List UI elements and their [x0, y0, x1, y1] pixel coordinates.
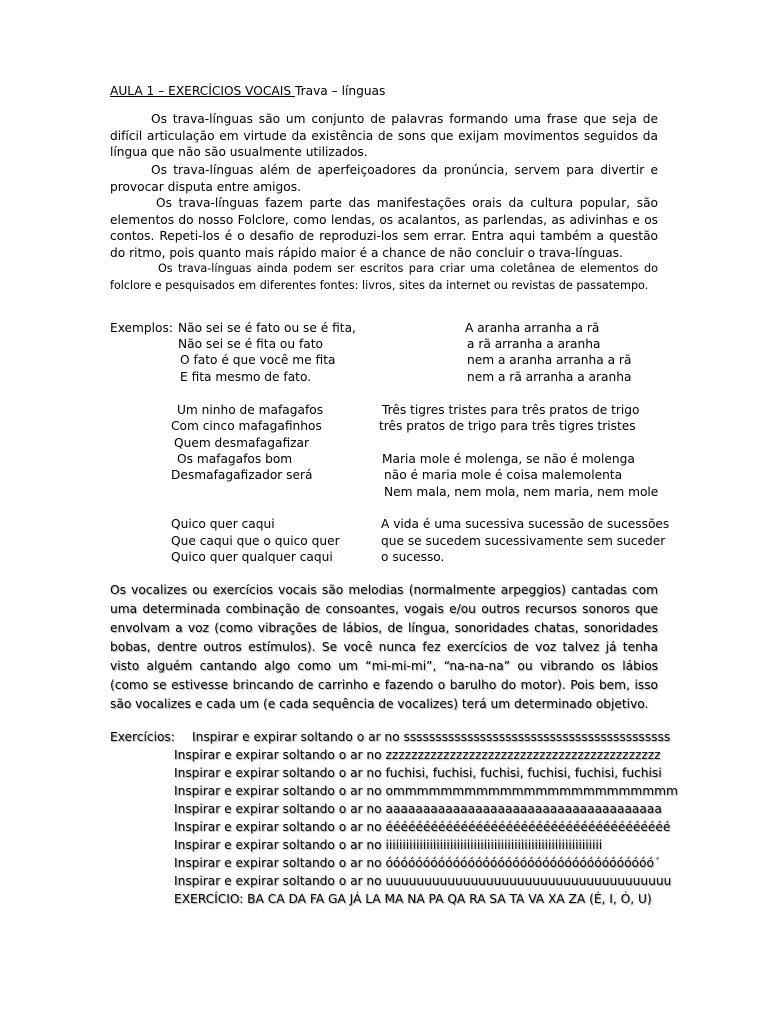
example-line: Que caqui que o quico quer: [171, 534, 340, 548]
exercise-line: Inspirar e expirar soltando o ar no óóóóóóóóóóóóóóóóóóóóóóóóóóóóóóóóóóóó´: [174, 856, 661, 870]
intro-paragraph-3: Os trava-línguas fazem parte das manifestações orais da cultura popular, são elementos do nosso Folclore, como lendas, os acalantos, as parlendas, as adivinhas e os contos. Repeti-los é o desafio de reproduzi-los sem errar. Entra aqui também a questão do ritmo, pois quanto mais rápido maior é a chance de não concluir o trava-línguas.: [110, 196, 658, 260]
example-line: Quico quer qualquer caqui: [171, 550, 333, 564]
example-line: Desmafagafizador será: [171, 468, 313, 482]
example-line: Quico quer caqui: [171, 517, 275, 531]
example-line: Três tigres tristes para três pratos de trigo: [382, 403, 640, 417]
example-line: três pratos de trigo para três tigres tristes: [379, 419, 636, 433]
exercise-line: Inspirar e expirar soltando o ar no uuuuuuuuuuuuuuuuuuuuuuuuuuuuuuuuuuuuu: [174, 874, 672, 888]
example-line: Não sei se é fita ou fato: [178, 337, 323, 351]
intro-paragraph-4: Os trava-línguas ainda podem ser escritos para criar uma coletânea de elementos do folclore e pesquisados em diferentes fontes: livros, sites da internet ou revistas de passatempo.: [110, 262, 658, 292]
intro-paragraph-1: Os trava-línguas são um conjunto de palavras formando uma frase que seja de difícil articulação em virtude da existência de sons que exijam movimentos seguidos da língua que não são usualmente utilizados.: [110, 112, 658, 159]
example-line: Nem mala, nem mola, nem maria, nem mole: [384, 485, 659, 499]
exercise-line: Inspirar e expirar soltando o ar no zzzzzzzzzzzzzzzzzzzzzzzzzzzzzzzzzzzzzzzzzzz: [174, 748, 661, 762]
example-line: Não sei se é fato ou se é fita,: [178, 321, 356, 335]
example-line: nem a rã arranha a aranha: [467, 370, 632, 384]
example-line: E fita mesmo de fato.: [180, 370, 312, 384]
example-line: nem a aranha arranha a rã: [467, 353, 632, 367]
vocalizes-paragraph: Os vocalizes ou exercícios vocais são melodias (normalmente arpeggios) cantadas com uma determinada combinação de consoantes, vogais e/ou outros recursos sonoros que envolvam a voz (como vibrações de lábios, de língua, sonoridades chatas, sonoridades bobas, dentre outros estímulos). Se você nunca fez exercícios de voz talvez já tenha visto alguém cantando algo como um “mi-mi-mi”, “na-na-na” ou vibrando os lábios (como se estivesse brincando de carrinho e fazendo o barulho do motor). Pois bem, isso são vocalizes e cada um (e cada sequência de vocalizes) terá um determinado objetivo.: [110, 583, 658, 711]
example-line: Quem desmafagafizar: [174, 436, 310, 450]
example-line: não é maria mole é coisa malemolenta: [384, 468, 623, 482]
example-line: O fato é que você me fita: [180, 353, 336, 367]
example-line: Com cinco mafagafinhos: [171, 419, 322, 433]
exercise-line: Inspirar e expirar soltando o ar no éééééééééééééééééééééééééééééééééééééé: [174, 820, 671, 834]
exercise-line: Inspirar e expirar soltando o ar no aaaaaaaaaaaaaaaaaaaaaaaaaaaaaaaaaaaaa: [174, 802, 662, 816]
title-underlined-part: AULA 1 – EXERCÍCIOS VOCAIS: [110, 84, 295, 98]
title-subject: Trava – línguas: [294, 84, 386, 98]
exercise-line: Inspirar e expirar soltando o ar no ssssssssssssssssssssssssssssssssssssssssss: [192, 730, 671, 744]
example-line: que se sucedem sucessivamente sem suceder: [381, 534, 666, 548]
example-line: o sucesso.: [381, 550, 445, 564]
exercises-label: Exercícios:: [110, 730, 175, 744]
example-line: Os mafagafos bom: [177, 452, 293, 466]
examples-label: Exemplos:: [110, 321, 173, 335]
exercise-line: Inspirar e expirar soltando o ar no fuchisi, fuchisi, fuchisi, fuchisi, fuchisi, fuchisi: [174, 766, 662, 780]
exercise-line: Inspirar e expirar soltando o ar no ommmmmmmmmmmmmmmmmmmmmmmm: [174, 784, 678, 798]
example-line: Um ninho de mafagafos: [177, 403, 324, 417]
exercise-title-line: EXERCÍCIO: BA CA DA FA GA JÁ LA MA NA PA QA RA SA TA VA XA ZA (É, I, Ó, U): [174, 892, 652, 906]
example-line: A aranha arranha a rã: [465, 321, 600, 335]
exercise-line: Inspirar e expirar soltando o ar no iiiiiiiiiiiiiiiiiiiiiiiiiiiiiiiiiiiiiiiiiiiiiiiiiiiiiiiiiiiiiiii: [174, 838, 603, 852]
example-line: A vida é uma sucessiva sucessão de sucessões: [381, 517, 670, 531]
example-line: Maria mole é molenga, se não é molenga: [382, 452, 635, 466]
page-title: [110, 84, 385, 98]
intro-paragraph-2: Os trava-línguas além de aperfeiçoadores da pronúncia, servem para divertir e provocar disputa entre amigos.: [110, 163, 658, 194]
example-line: a rã arranha a aranha: [467, 337, 601, 351]
